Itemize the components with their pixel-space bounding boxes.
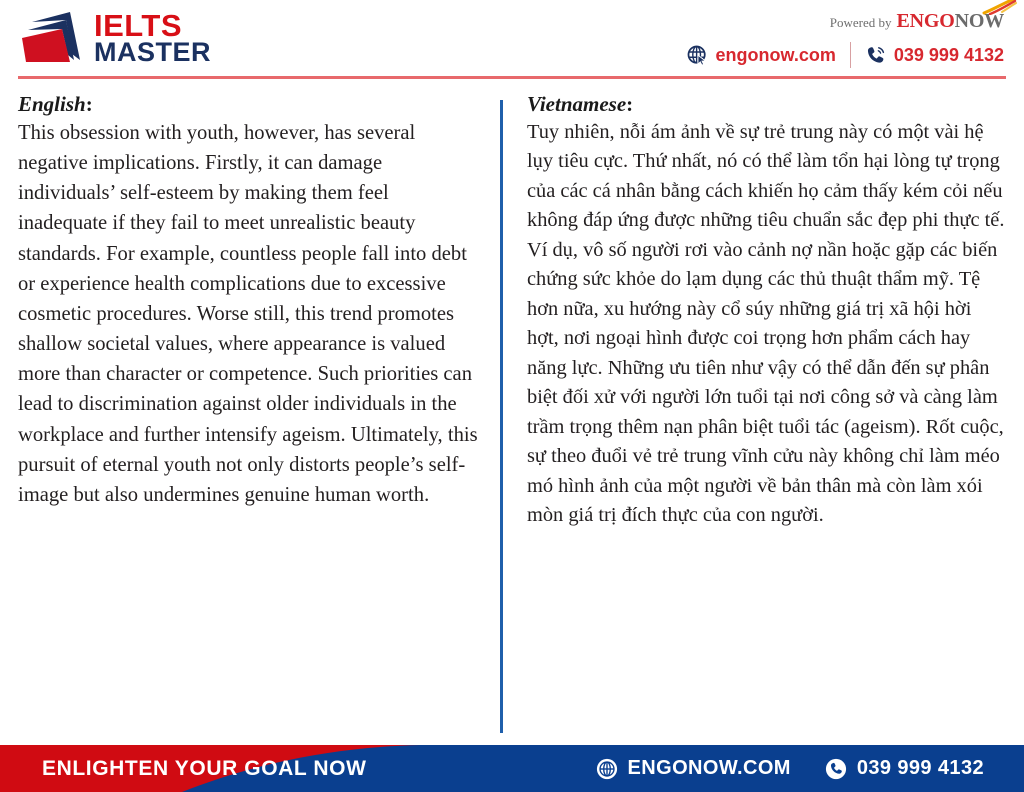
page-header — [0, 0, 1024, 88]
header-contact-divider — [850, 42, 851, 68]
globe-cursor-icon — [687, 45, 708, 66]
book-pages-logo-mark — [18, 10, 88, 66]
header-phone-contact[interactable] — [865, 45, 1004, 66]
footer-phone-contact[interactable] — [825, 757, 984, 780]
phone-icon — [865, 45, 886, 66]
english-paragraph: This obsession with youth, however, has several negative implications. Firstly, it can damage individuals’ self-esteem by making them feel inadequate if they fail to meet unrealistic beauty standards. For example, countless people fall into debt or experience health complications due to excessive cosmetic procedures. Worse still, this trend promotes shallow societal values, where appearance is valued more than character or competence. Such priorities can lead to discrimination against older individuals in the workplace and further intensify ageism. Ultimately, this pursuit of eternal youth not only distorts people’s self-image but also undermines genuine human worth. — [18, 122, 478, 506]
footer-tagline: ENLIGHTEN YOUR GOAL NOW — [42, 756, 367, 780]
header-website-contact[interactable] — [687, 45, 836, 66]
powered-by-engonow — [830, 10, 1004, 33]
english-column — [18, 92, 480, 510]
vietnamese-heading-text: Vietnamese — [527, 92, 627, 116]
logo-text-master: MASTER — [94, 36, 211, 67]
engonow-wordmark — [896, 10, 1004, 33]
header-phone-text: 039 999 4132 — [893, 44, 1004, 65]
page-footer — [0, 745, 1024, 792]
footer-phone-text: 039 999 4132 — [856, 757, 984, 779]
english-heading — [18, 92, 480, 117]
content-area — [0, 92, 1024, 732]
footer-website-text: ENGONOW.COM — [627, 757, 791, 779]
header-divider-rule — [18, 76, 1006, 79]
logo-text-ielts: IELTS — [94, 7, 183, 43]
engonow-wordmark-now: NOW — [954, 10, 1004, 32]
powered-by-label: Powered by — [829, 15, 892, 30]
footer-contact-row — [596, 745, 984, 792]
engonow-wordmark-engo: ENGO — [896, 10, 955, 32]
header-contact-row — [687, 42, 1004, 68]
vietnamese-paragraph: Tuy nhiên, nỗi ám ảnh về sự trẻ trung này có một vài hệ lụy tiêu cực. Thứ nhất, nó có thể làm tổn hại lòng tự trọng của các cá nhân bằng cách khiến họ cảm thấy kém cỏi nếu không đáp ứng được những tiêu chuẩn sắc đẹp phi thực tế. Ví dụ, vô số người rơi vào cảnh nợ nần hoặc gặp các biến chứng sức khỏe do lạm dụng các thủ thuật thẩm mỹ. Tệ hơn nữa, xu hướng này cổ súy những giá trị xã hội hời hợt, nơi ngoại hình được coi trọng hơn phẩm cách hay năng lực. Những ưu tiên như vậy có thể dẫn đến sự phân biệt đối xử với người lớn tuổi tại nơi công sở và càng làm trầm trọng thêm nạn phân biệt tuổi tác (ageism). Rốt cuộc, sự theo đuổi vẻ trẻ trung vĩnh cửu này không chỉ làm méo mó hình ảnh của một người về bản thân mà còn làm xói mòn giá trị đích thực của con người. — [527, 121, 1005, 527]
swoosh-icon — [982, 0, 1018, 15]
footer-website-contact[interactable] — [596, 757, 791, 780]
vietnamese-column — [527, 92, 1005, 531]
column-divider — [500, 100, 503, 733]
globe-icon — [596, 758, 618, 780]
ielts-master-logo[interactable] — [18, 7, 211, 67]
phone-icon — [825, 758, 847, 780]
header-website-text: engonow.com — [715, 44, 836, 65]
english-heading-text: English — [18, 92, 86, 116]
english-heading-colon: : — [85, 92, 93, 116]
vietnamese-heading-colon: : — [626, 92, 634, 116]
vietnamese-heading — [527, 92, 1005, 117]
